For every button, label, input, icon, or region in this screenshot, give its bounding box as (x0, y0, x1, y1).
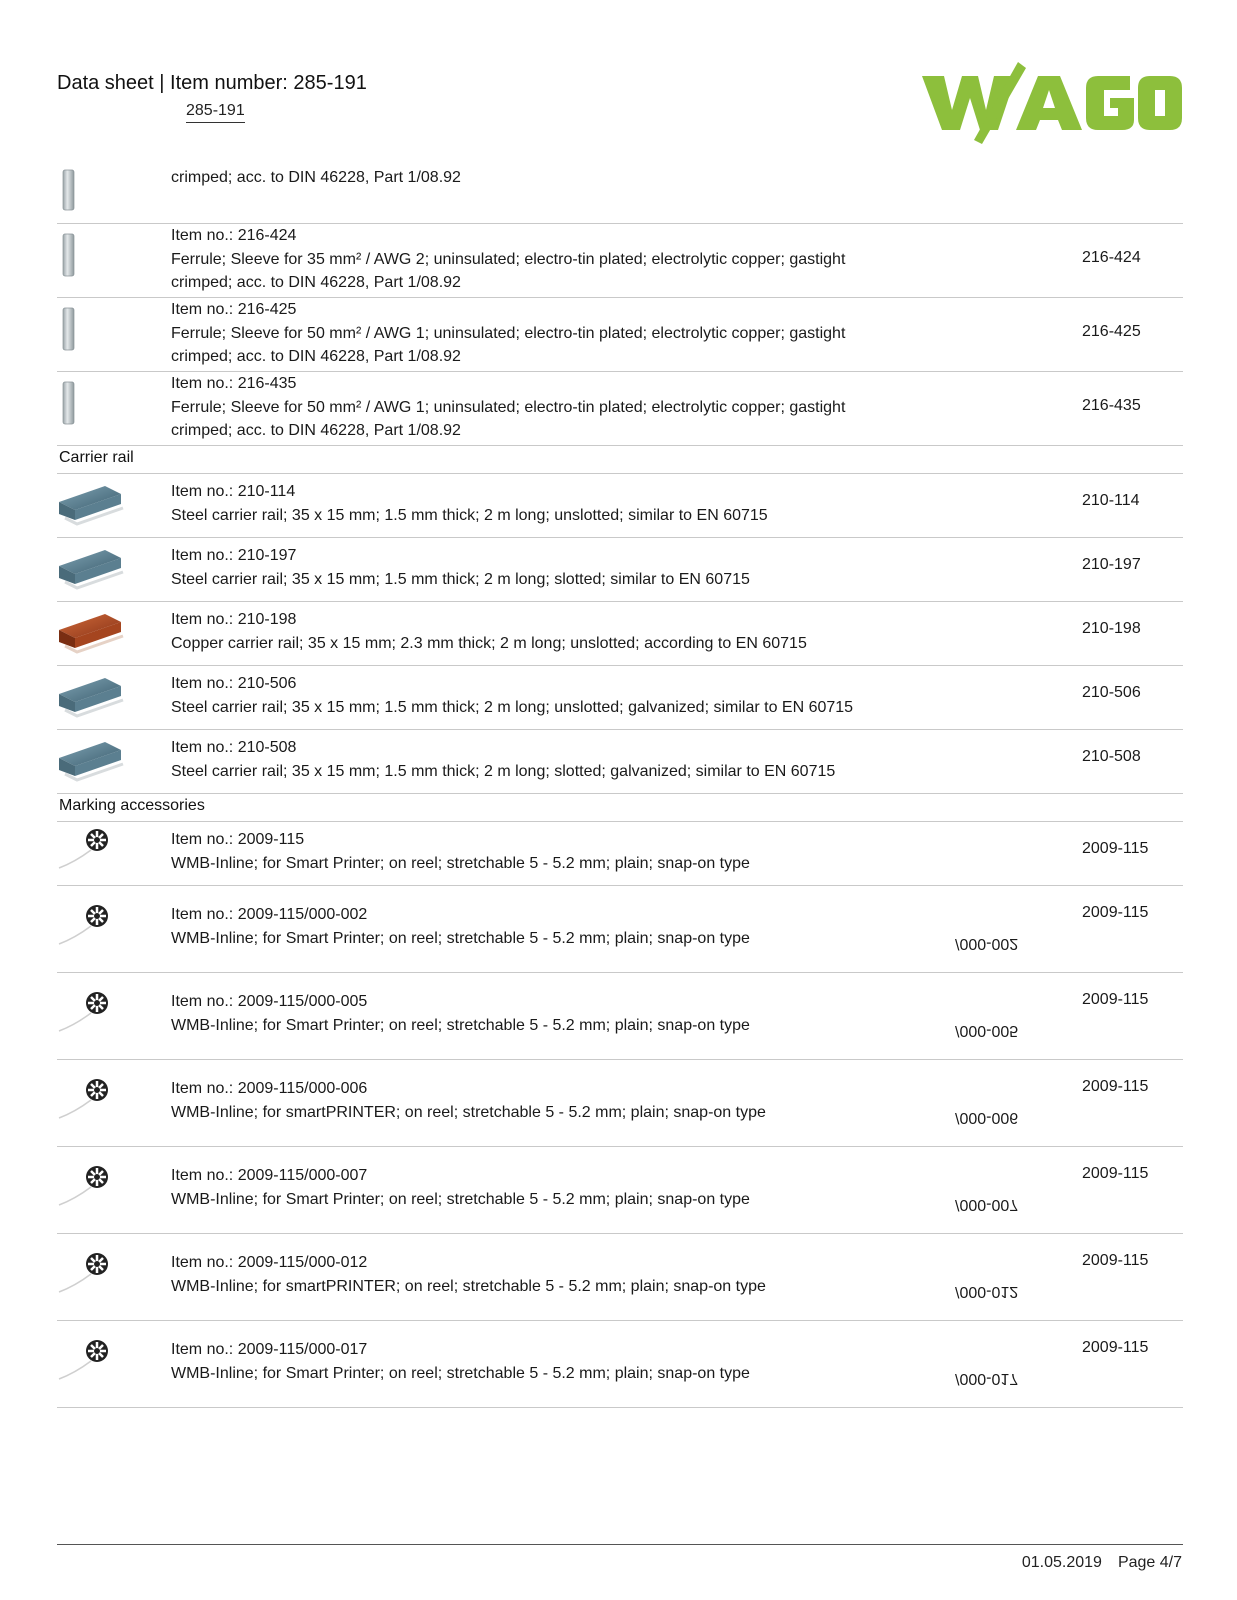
reel-image (57, 973, 157, 1059)
accessories-table (57, 162, 1183, 1408)
item-description (171, 736, 911, 783)
item-code-link[interactable]: 210-198 (1082, 620, 1141, 637)
table-row (57, 886, 1183, 973)
wago-logo (922, 58, 1182, 144)
item-code-link[interactable]: 2009-115 (1082, 1252, 1149, 1269)
item-code-link[interactable]: 216-424 (1082, 249, 1141, 266)
page-title: Data sheet | Item number: 285-191 (57, 72, 367, 94)
item-text: Steel carrier rail; 35 x 15 mm; 1.5 mm thick; 2 m long; slotted; galvanized; similar to EN 60715 (171, 762, 836, 780)
item-text: WMB-Inline; for smartPRINTER; on reel; stretchable 5 - 5.2 mm; plain; snap-on type (171, 1277, 766, 1295)
table-row (57, 162, 1183, 224)
item-variant (955, 932, 1019, 952)
item-code-link[interactable]: 2009-115 (1082, 991, 1149, 1008)
footer-divider (57, 1544, 1183, 1545)
item-number: Item no.: 2009-115/000-002 (171, 906, 368, 923)
item-number: Item no.: 2009-115/000-006 (171, 1080, 368, 1097)
table-row (57, 666, 1183, 730)
item-code-link[interactable]: 210-114 (1082, 492, 1140, 509)
item-number: Item no.: 2009-115/000-005 (171, 993, 368, 1010)
item-variant-text: /000-007 (955, 1196, 1019, 1213)
item-text: crimped; acc. to DIN 46228, Part 1/08.92 (171, 274, 461, 291)
item-number: Item no.: 216-435 (171, 375, 297, 392)
item-code-link[interactable]: 2009-115 (1082, 840, 1149, 857)
reel-image (57, 1060, 157, 1146)
item-text: WMB-Inline; for Smart Printer; on reel; stretchable 5 - 5.2 mm; plain; snap-on type (171, 1190, 750, 1208)
item-text: Steel carrier rail; 35 x 15 mm; 1.5 mm thick; 2 m long; unslotted; galvanized; similar to EN 60715 (171, 698, 854, 716)
item-description (171, 1338, 911, 1385)
item-description (171, 672, 911, 719)
ferrule-image (57, 162, 157, 223)
table-row (57, 538, 1183, 602)
item-text: Steel carrier rail; 35 x 15 mm; 1.5 mm thick; 2 m long; unslotted; similar to EN 60715 (171, 506, 768, 524)
item-number: Item no.: 210-508 (171, 739, 297, 756)
item-variant-text: /000-002 (955, 935, 1019, 952)
item-description: crimped; acc. to DIN 46228, Part 1/08.92 (171, 169, 461, 186)
item-variant (955, 1019, 1019, 1039)
item-number: Item no.: 216-425 (171, 301, 297, 318)
item-description (171, 1251, 911, 1298)
table-row (57, 372, 1183, 446)
item-text: Ferrule; Sleeve for 50 mm² / AWG 1; uninsulated; electro-tin plated; electrolytic copper; gastight (171, 398, 846, 416)
steel-rail-image (57, 474, 157, 537)
page-footer (1022, 1554, 1182, 1572)
item-description (171, 480, 911, 527)
item-variant-text: /000-017 (955, 1370, 1019, 1387)
section-title: Marking accessories (59, 797, 205, 814)
item-number: Item no.: 2009-115/000-017 (171, 1341, 368, 1358)
table-row (57, 1060, 1183, 1147)
item-variant-text: /000-012 (955, 1283, 1019, 1300)
item-code-link[interactable]: 216-435 (1082, 397, 1141, 414)
item-description (171, 990, 911, 1037)
item-code-link[interactable]: 210-506 (1082, 684, 1141, 701)
item-text: WMB-Inline; for Smart Printer; on reel; stretchable 5 - 5.2 mm; plain; snap-on type (171, 854, 750, 872)
copper-rail-image (57, 602, 157, 665)
item-variant (955, 1106, 1019, 1126)
item-text: WMB-Inline; for Smart Printer; on reel; stretchable 5 - 5.2 mm; plain; snap-on type (171, 929, 750, 947)
item-variant-text: /000-005 (955, 1022, 1019, 1039)
item-code-link[interactable]: 2009-115 (1082, 1339, 1149, 1356)
reel-image (57, 1321, 157, 1407)
table-row (57, 224, 1183, 298)
item-variant-text: /000-006 (955, 1109, 1019, 1126)
item-description (171, 903, 911, 950)
table-row (57, 822, 1183, 886)
item-description (171, 608, 911, 655)
footer-date: 01.05.2019 (1021, 1554, 1102, 1571)
table-row (57, 730, 1183, 794)
reel-image (57, 886, 157, 972)
item-variant (955, 1193, 1019, 1213)
item-number-link[interactable]: 285-191 (186, 102, 245, 123)
item-variant (955, 1280, 1019, 1300)
item-description (171, 298, 911, 369)
footer-page-number: Page 4/7 (1117, 1554, 1182, 1571)
table-row (57, 602, 1183, 666)
item-number: Item no.: 210-198 (171, 611, 297, 628)
table-row (57, 1234, 1183, 1321)
table-row (57, 298, 1183, 372)
item-number: Item no.: 210-197 (171, 547, 297, 564)
item-text: WMB-Inline; for smartPRINTER; on reel; stretchable 5 - 5.2 mm; plain; snap-on type (171, 1103, 766, 1121)
item-code-link[interactable]: 2009-115 (1082, 904, 1149, 921)
item-number: Item no.: 210-506 (171, 675, 297, 692)
item-code-link[interactable]: 216-425 (1082, 323, 1141, 340)
item-number: Item no.: 2009-115/000-007 (171, 1167, 368, 1184)
item-text: Steel carrier rail; 35 x 15 mm; 1.5 mm thick; 2 m long; slotted; similar to EN 60715 (171, 570, 750, 588)
steel-rail-image (57, 730, 157, 793)
ferrule-image (57, 372, 157, 445)
item-text: Copper carrier rail; 35 x 15 mm; 2.3 mm thick; 2 m long; unslotted; according to EN 60715 (171, 634, 807, 652)
steel-rail-image (57, 538, 157, 601)
ferrule-image (57, 298, 157, 371)
table-row (57, 474, 1183, 538)
section-heading-carrier-rail (57, 446, 1183, 474)
item-text: crimped; acc. to DIN 46228, Part 1/08.92 (171, 348, 461, 365)
item-number: Item no.: 216-424 (171, 227, 297, 244)
reel-image (57, 1147, 157, 1233)
reel-image (57, 822, 157, 885)
item-code-link[interactable]: 210-197 (1082, 556, 1141, 573)
item-number: Item no.: 2009-115/000-012 (171, 1254, 368, 1271)
ferrule-image (57, 224, 157, 297)
item-description (171, 828, 911, 875)
section-heading-marking-accessories (57, 794, 1183, 822)
item-number: Item no.: 2009-115 (171, 831, 305, 848)
item-description (171, 1077, 911, 1124)
reel-image (57, 1234, 157, 1320)
item-text: Ferrule; Sleeve for 35 mm² / AWG 2; uninsulated; electro-tin plated; electrolytic copper; gastight (171, 250, 846, 268)
item-text: crimped; acc. to DIN 46228, Part 1/08.92 (171, 422, 461, 439)
table-row (57, 1147, 1183, 1234)
item-number: Item no.: 210-114 (171, 483, 296, 500)
item-text: WMB-Inline; for Smart Printer; on reel; stretchable 5 - 5.2 mm; plain; snap-on type (171, 1364, 750, 1382)
item-description (171, 372, 911, 443)
item-code-link[interactable]: 2009-115 (1082, 1165, 1149, 1182)
table-row (57, 1321, 1183, 1408)
steel-rail-image (57, 666, 157, 729)
item-description (171, 544, 911, 591)
section-title: Carrier rail (59, 449, 134, 466)
item-variant (955, 1367, 1019, 1387)
table-row (57, 973, 1183, 1060)
item-text: Ferrule; Sleeve for 50 mm² / AWG 1; uninsulated; electro-tin plated; electrolytic copper; gastight (171, 324, 846, 342)
item-code-link[interactable]: 2009-115 (1082, 1078, 1149, 1095)
item-description (171, 224, 911, 295)
item-code-link[interactable]: 210-508 (1082, 748, 1141, 765)
item-description (171, 1164, 911, 1211)
item-text: WMB-Inline; for Smart Printer; on reel; stretchable 5 - 5.2 mm; plain; snap-on type (171, 1016, 750, 1034)
